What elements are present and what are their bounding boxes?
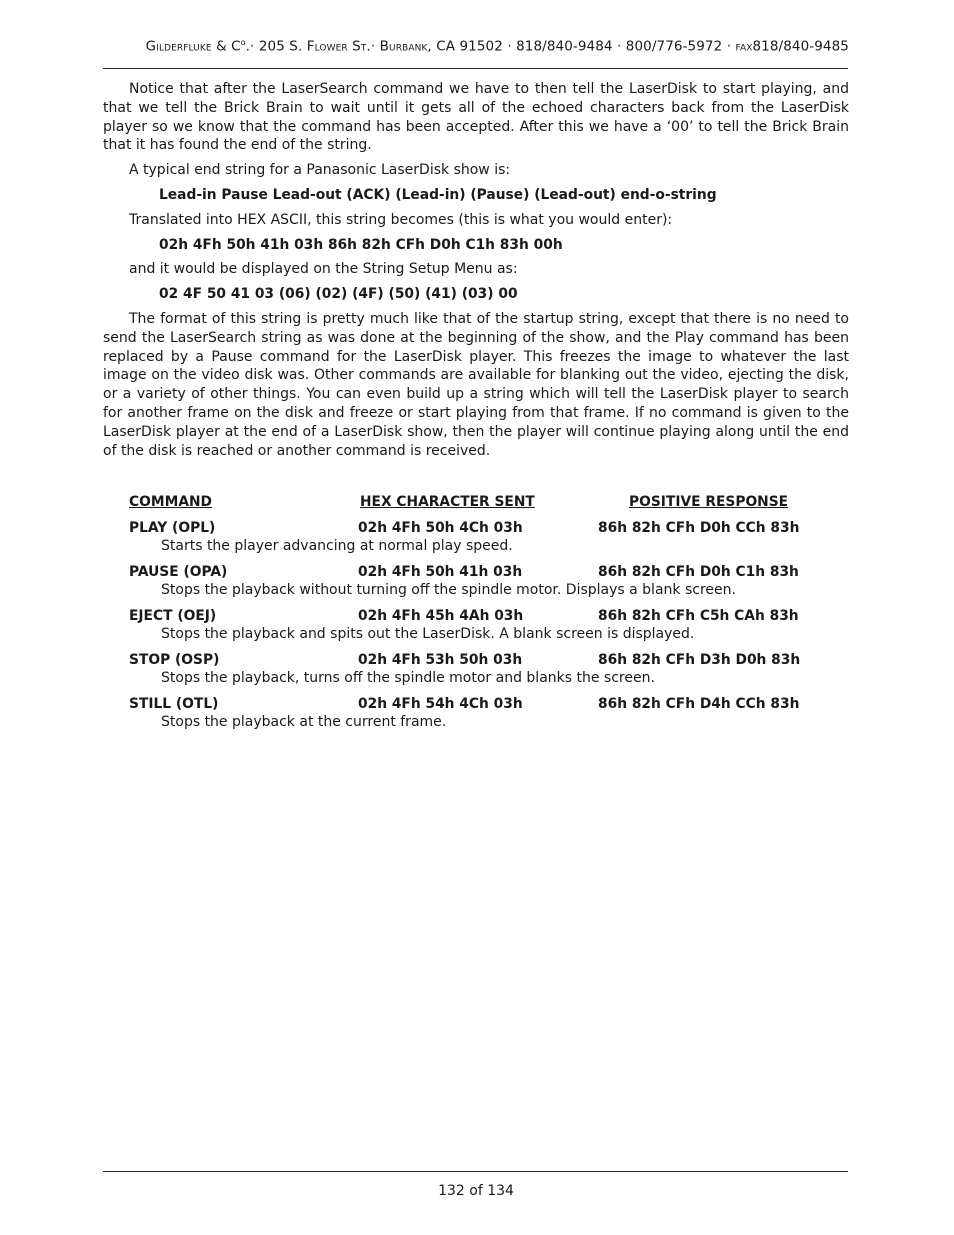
street-initial: F xyxy=(306,38,315,55)
command-description: Stops the playback at the current frame. xyxy=(161,714,447,730)
command-name: EJECT (OEJ) xyxy=(129,608,217,624)
city-initial: B xyxy=(379,38,390,55)
code-display-string: 02 4F 50 41 03 (06) (02) (4F) (50) (41) (03) 00 xyxy=(159,286,518,303)
command-hex: 02h 4Fh 50h 4Ch 03h xyxy=(358,520,523,536)
street-number: 205 S. xyxy=(258,38,303,55)
footer-divider xyxy=(103,1171,848,1172)
table-row xyxy=(129,564,829,582)
header-sep: .· xyxy=(245,38,255,55)
company-name: ilderfluke xyxy=(156,38,212,55)
page-number: 132 of 134 xyxy=(438,1183,514,1199)
command-table xyxy=(129,494,829,732)
command-description: Stops the playback and spits out the LaserDisk. A blank screen is displayed. xyxy=(161,626,695,642)
table-row xyxy=(129,520,829,538)
company-co: & C xyxy=(216,38,241,55)
street-type: t. xyxy=(360,38,371,55)
table-row xyxy=(129,652,829,670)
fax-label: fax xyxy=(735,38,753,55)
command-hex: 02h 4Fh 54h 4Ch 03h xyxy=(358,696,523,712)
paragraph-typical-end-string: A typical end string for a Panasonic LaserDisk show is: xyxy=(129,162,511,179)
command-hex: 02h 4Fh 50h 41h 03h xyxy=(358,564,523,580)
header-response: POSITIVE RESPONSE xyxy=(629,494,789,510)
command-response: 86h 82h CFh C5h CAh 83h xyxy=(598,608,799,624)
header-sep: · xyxy=(370,38,376,55)
command-response: 86h 82h CFh D0h CCh 83h xyxy=(598,520,800,536)
command-response: 86h 82h CFh D0h C1h 83h xyxy=(598,564,799,580)
command-name: PLAY (OPL) xyxy=(129,520,216,536)
paragraph-intro: Notice that after the LaserSearch command we have to then tell the LaserDisk to start playing, and that we tell the Brick Brain to wait until it gets all of the echoed characters back from the LaserDisk player so we know that the command has been accepted. After this we have a ‘00’ to tell the Brick Brain that it has found the end of the string. xyxy=(103,81,849,154)
command-name: PAUSE (OPA) xyxy=(129,564,228,580)
header-divider xyxy=(103,68,848,69)
header-command: COMMAND xyxy=(129,494,212,510)
fax-number: 818/840-9485 xyxy=(752,38,849,55)
state-zip-phones: CA 91502 · 818/840-9484 · 800/776-5972 · xyxy=(436,38,732,55)
street-type-initial: S xyxy=(352,38,361,55)
command-response: 86h 82h CFh D3h D0h 83h xyxy=(598,652,801,668)
code-lead-in-string: Lead-in Pause Lead-out (ACK) (Lead-in) (Pause) (Lead-out) end-o-string xyxy=(159,186,717,203)
company-co-suffix: o xyxy=(240,38,246,47)
command-response: 86h 82h CFh D4h CCh 83h xyxy=(598,696,800,712)
command-name: STOP (OSP) xyxy=(129,652,220,668)
paragraph-displayed: and it would be displayed on the String Setup Menu as: xyxy=(129,261,518,278)
street-name: lower xyxy=(314,38,348,55)
table-row xyxy=(129,608,829,626)
table-row xyxy=(129,696,829,714)
page-header xyxy=(103,38,849,55)
code-hex-string: 02h 4Fh 50h 41h 03h 86h 82h CFh D0h C1h 83h 00h xyxy=(159,236,563,253)
command-hex: 02h 4Fh 53h 50h 03h xyxy=(358,652,523,668)
company-initial: G xyxy=(145,38,157,55)
city-name: urbank, xyxy=(389,38,432,55)
paragraph-format: The format of this string is pretty much like that of the startup string, except that there is no need to send the LaserSearch string as was done at the beginning of the show, and the Play command has been replaced by a Pause command for the LaserDisk player. This freezes the image to whatever the last image on the video disk was. Other commands are available for blanking out the video, ejecting the disk, or a variety of other things. You can even build up a string which will tell the LaserDisk player to search for another frame on the disk and freeze or start playing from that frame. If no command is given to the LaserDisk player at the end of a LaserDisk show, then the player will continue playing along until the end of the disk is reached or another command is received. xyxy=(103,310,849,459)
command-description: Starts the player advancing at normal play speed. xyxy=(161,538,513,554)
document-body xyxy=(103,80,849,460)
header-hex: HEX CHARACTER SENT xyxy=(360,494,535,510)
paragraph-translated: Translated into HEX ASCII, this string becomes (this is what you would enter): xyxy=(129,211,673,228)
command-name: STILL (OTL) xyxy=(129,696,219,712)
command-hex: 02h 4Fh 45h 4Ah 03h xyxy=(358,608,524,624)
command-description: Stops the playback without turning off the spindle motor. Displays a blank screen. xyxy=(161,582,736,598)
table-header xyxy=(129,494,829,512)
command-description: Stops the playback, turns off the spindle motor and blanks the screen. xyxy=(161,670,655,686)
